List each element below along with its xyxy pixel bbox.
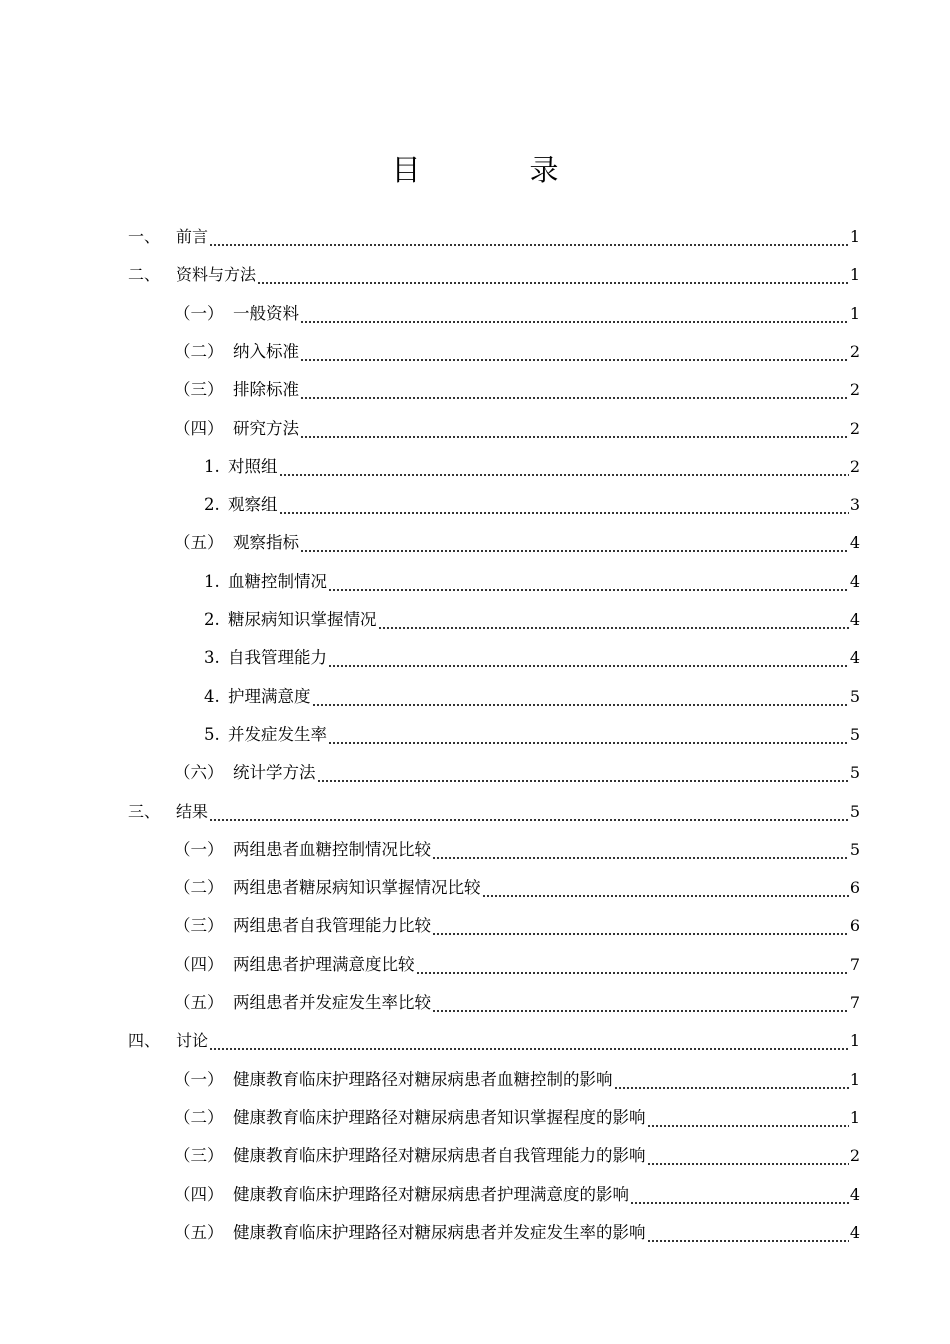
toc-entry[interactable] <box>174 984 860 1022</box>
toc-entry-number: 二、 <box>128 265 161 285</box>
toc-entry[interactable] <box>174 371 860 409</box>
toc-entry[interactable] <box>128 1022 860 1060</box>
toc-dot-leader <box>630 1184 849 1206</box>
toc-entry-page-number: 6 <box>849 878 860 898</box>
toc-dot-leader <box>614 1069 849 1091</box>
toc-dot-leader <box>312 686 849 708</box>
toc-entry-number: 4. <box>204 686 220 706</box>
toc-entry-label: 统计学方法 <box>233 763 316 783</box>
toc-entry-page-number: 4 <box>849 571 860 591</box>
toc-entry[interactable] <box>204 639 860 677</box>
toc-entry-page-number: 2 <box>849 380 860 400</box>
toc-dot-leader <box>300 303 849 325</box>
toc-entry-number: 5. <box>204 724 220 744</box>
toc-entry-number: （四） <box>174 954 224 974</box>
toc-entry-number: 三、 <box>128 801 161 821</box>
toc-entry[interactable] <box>174 410 860 448</box>
toc-dot-leader <box>209 1030 849 1052</box>
toc-dot-leader <box>432 915 849 937</box>
toc-dot-leader <box>209 801 849 823</box>
toc-entry-label: 血糖控制情况 <box>228 571 327 591</box>
toc-entry-label: 对照组 <box>228 456 278 476</box>
toc-dot-leader <box>647 1107 849 1129</box>
toc-dot-leader <box>416 954 849 976</box>
toc-entry-label: 结果 <box>176 801 209 821</box>
toc-dot-leader <box>328 647 849 669</box>
toc-entry-label: 两组患者血糖控制情况比较 <box>233 839 431 859</box>
toc-entry-number: （四） <box>174 418 224 438</box>
toc-entry-label: 两组患者自我管理能力比较 <box>233 916 431 936</box>
toc-entry-number: （三） <box>174 1146 224 1166</box>
toc-entry-label: 健康教育临床护理路径对糖尿病患者血糖控制的影响 <box>233 1069 613 1089</box>
toc-entry-label: 自我管理能力 <box>228 648 327 668</box>
toc-dot-leader <box>647 1145 849 1167</box>
toc-dot-leader <box>300 379 849 401</box>
toc-entry[interactable] <box>204 486 860 524</box>
toc-entry[interactable] <box>204 448 860 486</box>
toc-entry-page-number: 3 <box>849 495 860 515</box>
toc-entry-number: 1. <box>204 571 220 591</box>
toc-entry-page-number: 4 <box>849 648 860 668</box>
toc-entry[interactable] <box>174 1214 860 1252</box>
toc-dot-leader <box>300 532 849 554</box>
toc-entry-label: 糖尿病知识掌握情况 <box>228 610 377 629</box>
toc-entry-page-number: 1 <box>849 265 860 285</box>
toc-entry[interactable] <box>174 831 860 869</box>
toc-entry[interactable] <box>174 524 860 562</box>
toc-entry-page-number: 2 <box>849 456 860 476</box>
toc-dot-leader <box>279 456 849 478</box>
toc-entry-label: 观察组 <box>228 495 278 515</box>
toc-entry[interactable] <box>174 1061 860 1099</box>
toc-entry-number: （二） <box>174 341 224 361</box>
toc-entry-label: 纳入标准 <box>233 341 299 361</box>
toc-dot-leader <box>328 724 849 746</box>
toc-entry-label: 健康教育临床护理路径对糖尿病患者护理满意度的影响 <box>233 1184 629 1204</box>
toc-entry[interactable] <box>174 946 860 984</box>
toc-entry-number: （二） <box>174 878 224 898</box>
toc-entry-number: （五） <box>174 993 224 1012</box>
toc-entry-page-number: 1 <box>849 1069 860 1089</box>
toc-entry-number: 一、 <box>128 227 161 246</box>
toc-dot-leader <box>317 762 849 784</box>
toc-dot-leader <box>432 839 849 861</box>
toc-entry-label: 资料与方法 <box>176 265 257 285</box>
toc-dot-leader <box>209 226 849 248</box>
toc-entry[interactable] <box>128 793 860 831</box>
toc-entry-page-number: 2 <box>849 418 860 438</box>
toc-dot-leader <box>279 494 849 516</box>
toc-entry-label: 研究方法 <box>233 418 299 438</box>
toc-entry-number: 1. <box>204 456 220 476</box>
toc-entry-number: （六） <box>174 763 224 783</box>
toc-entry-label: 观察指标 <box>233 533 299 553</box>
toc-entry-page-number: 1 <box>849 227 860 246</box>
toc-entry-page-number: 4 <box>849 610 860 629</box>
toc-entry-number: 2. <box>204 495 220 515</box>
toc-entry[interactable] <box>174 333 860 371</box>
toc-entry-page-number: 2 <box>849 1146 860 1166</box>
toc-entry-page-number: 7 <box>849 993 860 1012</box>
toc-dot-leader <box>300 341 849 363</box>
toc-entry-number: （四） <box>174 1184 224 1204</box>
toc-entry-number: （一） <box>174 303 224 323</box>
toc-entry[interactable] <box>174 907 860 945</box>
toc-entry-label: 两组患者糖尿病知识掌握情况比较 <box>233 878 481 898</box>
toc-entry-label: 两组患者并发症发生率比较 <box>233 993 431 1012</box>
toc-entry-number: 2. <box>204 610 220 629</box>
toc-entry-label: 两组患者护理满意度比较 <box>233 954 415 974</box>
toc-entry-label: 健康教育临床护理路径对糖尿病患者并发症发生率的影响 <box>233 1222 646 1242</box>
toc-entry-number: 3. <box>204 648 220 668</box>
toc-entry-number: （三） <box>174 916 224 936</box>
toc-entry-page-number: 5 <box>849 686 860 706</box>
toc-entry-page-number: 5 <box>849 839 860 859</box>
toc-entry[interactable] <box>174 869 860 907</box>
toc-entry-page-number: 7 <box>849 954 860 974</box>
toc-entry-page-number: 6 <box>849 916 860 936</box>
toc-entry[interactable] <box>174 1099 860 1137</box>
toc-dot-leader <box>328 571 849 593</box>
toc-entry[interactable] <box>204 716 860 754</box>
toc-entry[interactable] <box>128 218 860 256</box>
toc-dot-leader <box>257 264 849 286</box>
toc-entry[interactable] <box>174 754 860 792</box>
toc-entry-number: 四、 <box>128 1031 161 1051</box>
toc-entry-label: 护理满意度 <box>228 686 311 706</box>
toc-entry-label: 讨论 <box>176 1031 209 1051</box>
toc-entry-number: （三） <box>174 380 224 400</box>
toc-entry[interactable] <box>204 678 860 716</box>
toc-entry-page-number: 1 <box>849 303 860 323</box>
toc-entry-number: （五） <box>174 533 224 553</box>
toc-entry-number: （五） <box>174 1222 224 1242</box>
toc-entry-page-number: 1 <box>849 1031 860 1051</box>
toc-entry-label: 前言 <box>176 227 209 246</box>
toc-entry[interactable] <box>174 1137 860 1175</box>
toc-entry-page-number: 1 <box>849 1107 860 1127</box>
toc-entry[interactable] <box>204 563 860 601</box>
toc-entry-number: （一） <box>174 839 224 859</box>
toc-entry-label: 并发症发生率 <box>228 724 327 744</box>
toc-dot-leader <box>432 992 849 1014</box>
toc-entry-page-number: 2 <box>849 341 860 361</box>
toc-entry[interactable] <box>128 256 860 294</box>
toc-entry-page-number: 4 <box>849 1222 860 1242</box>
toc-entry-label: 一般资料 <box>233 303 299 323</box>
toc-entry-number: （一） <box>174 1069 224 1089</box>
toc-dot-leader <box>647 1222 849 1244</box>
toc-entry-page-number: 5 <box>849 763 860 783</box>
page-title: 目 录 <box>391 153 599 187</box>
toc-entry-page-number: 5 <box>849 724 860 744</box>
toc-dot-leader <box>300 418 849 440</box>
toc-entry-page-number: 4 <box>849 1184 860 1204</box>
toc-entry-label: 健康教育临床护理路径对糖尿病患者知识掌握程度的影响 <box>233 1107 646 1127</box>
toc-entry[interactable] <box>174 1176 860 1214</box>
toc-entry-page-number: 5 <box>849 801 860 821</box>
toc-entry-number: （二） <box>174 1107 224 1127</box>
toc-entry[interactable] <box>174 295 860 333</box>
toc-entry[interactable] <box>204 601 860 639</box>
toc-entry-page-number: 4 <box>849 533 860 553</box>
toc-dot-leader <box>378 609 849 631</box>
toc-dot-leader <box>482 877 849 899</box>
toc-entry-label: 排除标准 <box>233 380 299 400</box>
toc-entry-label: 健康教育临床护理路径对糖尿病患者自我管理能力的影响 <box>233 1146 646 1166</box>
